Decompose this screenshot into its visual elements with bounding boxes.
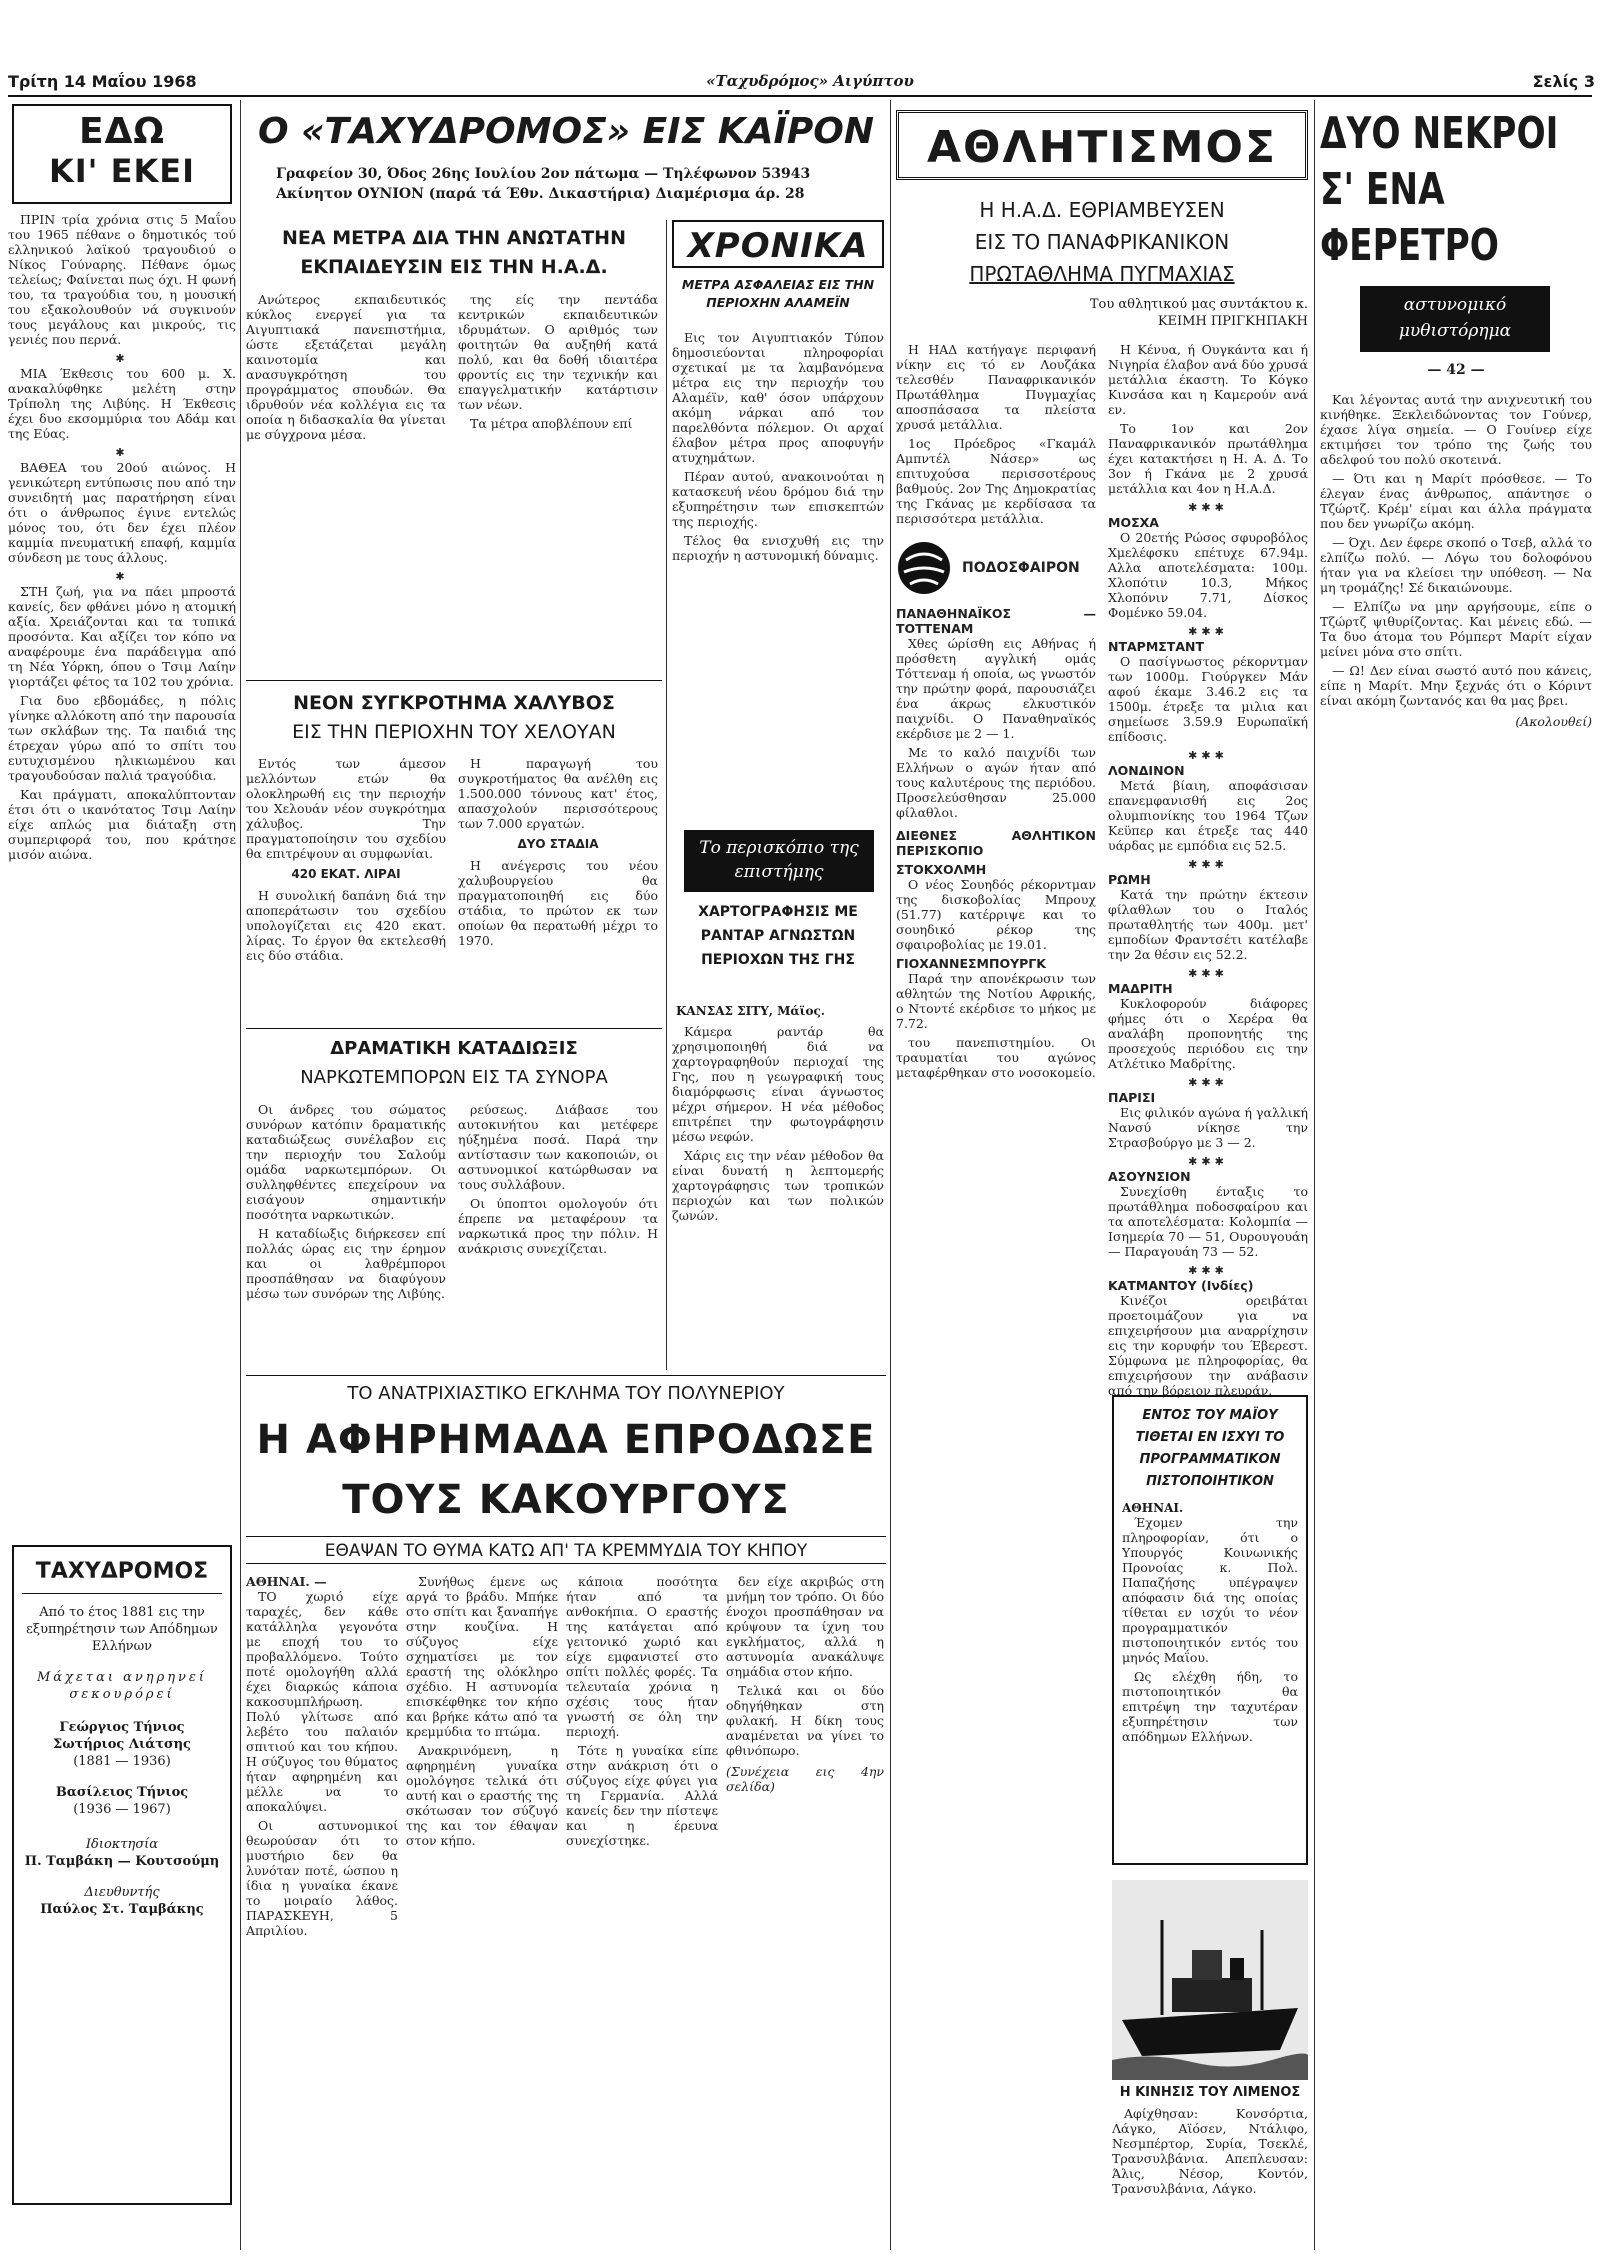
- issue-date: Τρίτη 14 Μαΐου 1968: [8, 72, 197, 91]
- masthead-box: [12, 1545, 232, 2205]
- narcotics-text: Οι άνδρες του σώματος συνόρων κατόπιν δραματικής καταδιώξεως συνέλαβον εις την περιοχήν του Σαλούμ ομάδα ναρκωτεμπόρων. Οι συλληφθέντες επεχείρουν να εισάγουν σημαντικήν ποσότητα ναρκωτικών.: [246, 1102, 446, 1222]
- masthead-manager-label: Διευθυντής: [84, 1885, 160, 1900]
- narcotics-col-2: [458, 1102, 658, 1370]
- page-number: Σελίς 3: [1532, 72, 1595, 91]
- result-place: ΛΟΝΔΙΝΟΝ: [1108, 763, 1185, 778]
- edo-paragraph: ΣΤΗ ζωή, για να πάει μπροστά κανείς, δεν φθάνει μόνο η ατομική αξία. Χρειάζονται και τα τυπικά προσόντα. Και αξίζει τον κόπο να αναφέρουμε ένα παράδειγμα από τη Νέα Υόρκη, όπου ο Τσιμ Λαίην γιορτάζει φέτος τα 102 του χρόνια.: [8, 584, 236, 689]
- column-divider: [1314, 100, 1315, 2250]
- narcotics-title-2: ΝΑΡΚΩΤΕΜΠΟΡΩΝ ΕΙΣ ΤΑ ΣΥΝΟΡΑ: [300, 1067, 608, 1088]
- sports-byline: Του αθλητικού μας συντάκτου κ. ΚΕΙΜΗ ΠΡΙΓΚΗΠΑΚΗ: [1089, 297, 1308, 329]
- certificate-title: ΕΝΤΟΣ ΤΟΥ ΜΑΪΟΥ ΤΙΘΕΤΑΙ ΕΝ ΙΣΧΥΙ ΤΟ ΠΡΟΓΡΑΜΜΑΤΙΚΟΝ ΠΙΣΤΟΠΟΙΗΤΙΚΟΝ: [1135, 1408, 1285, 1489]
- result-place: ΣΤΟΚΧΟΛΜΗ: [896, 862, 987, 877]
- edo-subtitle: ΚΙ' ΕΚΕΙ: [48, 152, 196, 190]
- result-place: ΜΑΔΡΙΤΗ: [1108, 981, 1173, 996]
- certificate-paragraph: Ως ελέχθη ήδη, το πιστοποιητικόν θα επιτρέψη την ταχυτέραν εξυπηρέτησιν των απόδημων Ελλήνων.: [1122, 1669, 1298, 1744]
- periscope-article: [672, 900, 884, 1370]
- serial-title-2: Σ' ΕΝΑ: [1320, 164, 1445, 215]
- crime-paragraph: Οι αστυνομικοί θεωρούσαν ότι το μυστήριο δεν θα λυνόταν ποτέ, ώσπου η ίδια η γυναίκα έκανε το μοιραίο λάθος. ΠΑΡΑΣΚΕΥΗ, 5 Απριλίου.: [246, 1818, 398, 1938]
- football-block: [896, 540, 1096, 596]
- edo-paragraph: Για δυο εβδομάδες, η πόλις γίνηκε αλλόκοτη από την παρουσία των σκλάβων της. Τα παιδιά της έτρεχαν γύρω από το σπίτι του ευτυχισμένου ηλικιωμένου και τραγουδούσαν παλιά τραγούδια.: [8, 693, 236, 783]
- edo-paragraph: ΒΑΘΕΑ του 20ού αιώνος. Η γενικώτερη εντύπωσις που από την συνειδητή μας παρατήρηση είναι ότι ο άνθρωπος έγινε εντελώς μόνος του, ότι δεν έχει πλέον καμμία πνευματική επαφή, καμμία σύνδεση με τους άλλους.: [8, 460, 236, 565]
- narcotics-col-1: [246, 1102, 446, 1370]
- measures-text: Ανώτερος εκπαιδευτικός κύκλος ενεργεί για τα Αιγυπτιακά πανεπιστήμια, ώστε εξετάζεται μεγάλη καινοτομία και ανασυγκρότηση του προγράμματος σπουδών. Θα ιδρυθούν νέα κολλέγια εις τα οποία η διδασκαλία θα γίνεται με σύγχρονα μέσα.: [246, 292, 446, 442]
- measures-headline: ΝΕΑ ΜΕΤΡΑ ΔΙΑ ΤΗΝ ΑΝΩΤΑΤΗΝ ΕΚΠΑΙΔΕΥΣΙΝ ΕΙΣ ΤΗΝ Η.Α.Δ.: [282, 227, 626, 278]
- separator-stars: ✱✱✱: [1188, 1076, 1228, 1089]
- serial-column: [1320, 104, 1592, 2254]
- section-rule: [246, 1375, 886, 1376]
- sports-head-3: ΠΡΩΤΑΘΛΗΜΑ ΠΥΓΜΑΧΙΑΣ: [969, 262, 1235, 286]
- periscope-paragraph: Κάμερα ραντάρ θα χρησιμοποιηθή διά να χαρτογραφηθούν περιοχαί της Γης, που η γεωγραφική τους διαμόρφωσις είναι άγνωστος μέχρι σήμερον. Η νέα μέθοδος επιτρέπει την φωτογράφησιν μέσω νεφών.: [672, 1024, 884, 1144]
- separator-stars: ✱✱✱: [1188, 858, 1228, 871]
- steel-col-2: [458, 756, 658, 1021]
- sports-paragraph: Η Κένυα, ή Ουγκάντα και ή Νιγηρία έλαβον ανά δύο χρυσά μετάλλια έκαστη. Το Κόγκο Κινσάσα και η Καμερούν ανά εν.: [1108, 342, 1308, 417]
- periscope-title: ΧΑΡΤΟΓΡΑΦΗΣΙΣ ΜΕ ΡΑΝΤΑΡ ΑΓΝΩΣΤΩΝ ΠΕΡΙΟΧΩΝ ΤΗΣ ΓΗΣ: [698, 904, 858, 968]
- result-place: ΝΤΑΡΜΣΤΑΝΤ: [1108, 639, 1204, 654]
- certificate-article: [1112, 1395, 1308, 1865]
- steel-col-1: [246, 756, 446, 1021]
- separator-stars: ✱✱✱: [1188, 1264, 1228, 1277]
- crime-subhead: ΕΘΑΨΑΝ ΤΟ ΘΥΜΑ ΚΑΤΩ ΑΠ' ΤΑ ΚΡΕΜΜΥΔΙΑ ΤΟΥ ΚΗΠΟΥ: [246, 1536, 886, 1564]
- crime-paragraph: Τελικά και οι δύο οδηγήθηκαν στη φυλακή. Η δίκη τους αναμένεται να γίνει το φθινόπωρο.: [726, 1683, 884, 1758]
- chronika-paragraph: Εις τον Αιγυπτιακόν Τύπον δημοσιεύονται πληροφορίαι σχετικαί με τα λαμβανόμενα μέτρα εις την περιοχήν του Αλαμέϊν, καθ' όσον υπάρχουν ακόμη νάρκαι από τον παρελθόντα πόλεμον. Οι αρχαί έλαβον μέτρα προς αποφυγήν ατυχημάτων.: [672, 330, 884, 465]
- narcotics-text: ρεύσεως. Διάβασε του αυτοκινήτου και μετέφερε ηύξημένα ποσά. Παρά την αντίστασιν των κακοποιών, οι αστυνομικοί κατώρθωσαν να τους συλλάβουν.: [458, 1102, 658, 1192]
- serial-text: [1320, 392, 1592, 2242]
- result-text: Μετά βίαιη, αποφάσισαν επανεμφανισθή εις 2ος ολυμπιονίκης του 1964 Τζων Κεϋπερ και έτρεξε τας 440 υάρδας με εμπόδια εις 52.5.: [1108, 778, 1308, 853]
- serial-paragraph: Και λέγοντας αυτά την ανιχνευτική του κινήθηκε. Ξεκλειδώνοντας τον Γούνερ, έχασε λίγα σημεία. — Ο Γουίνερ είχε εκτιμήσει τον τρόπο της ζωής του αδελφού του πολύ σκοτεινά.: [1320, 392, 1592, 467]
- ship-caption: Η ΚΙΝΗΣΙΣ ΤΟΥ ΛΙΜΕΝΟΣ: [1119, 2085, 1301, 2100]
- sports-paragraph: Η ΗΑΔ κατήγαγε περιφανή νίκην εις τό εν Λουζάκα τελεσθέν Παναφρικανικόν Πρωτάθλημα Πυγμαχίας αποσπάσασα τα πλείστα χρυσά μετάλλια.: [896, 342, 1096, 432]
- narcotics-title-1: ΔΡΑΜΑΤΙΚΗ ΚΑΤΑΔΙΩΞΙΣ: [330, 1038, 578, 1059]
- top-rule: [8, 95, 1592, 97]
- serial-title-3: ΦΕΡΕΤΡΟ: [1320, 220, 1499, 271]
- separator-stars: ✱: [115, 446, 129, 459]
- separator-stars: ✱✱✱: [1188, 501, 1228, 514]
- separator-stars: ✱: [115, 352, 129, 365]
- steel-text: Εντός των άμεσον μελλόντων ετών θα ολοκληρωθή εις την περιοχήν του Χελουάν νέον συγκρότημα χάλυβος. Την πραγματοποίησιν του σχεδίου θα επιτρέψουν αι συμφωνίαι.: [246, 756, 446, 861]
- paper-name-small: «Ταχυδρόμος» Αιγύπτου: [706, 72, 914, 90]
- crime-headline-1: Η ΑΦΗΡΗΜΑΔΑ ΕΠΡΟΔΩΣΕ: [256, 1417, 876, 1463]
- steel-article: [246, 684, 662, 1024]
- masthead-founder: Γεώργιος Τήνιος Σωτήριος Λιάτσης: [53, 1720, 191, 1752]
- masthead-years: Από το έτος 1881 εις την εξυπηρέτησιν των Απόδημων Ελλήνων: [26, 1605, 218, 1654]
- chronika-paragraph: Τέλος θα ενισχυθή εις την περιοχήν η αστυνομική δύναμις.: [672, 533, 884, 563]
- masthead-founder-years: (1936 — 1967): [73, 1802, 171, 1817]
- steel-text: Η συνολική δαπάνη διά την αποπεράτωσιν του σχεδίου υπολογίζεται εις 420 εκατ. λίρας. Το έργον θα εκτελεσθή εις δύο στάδια.: [246, 888, 446, 963]
- masthead-founder-years: (1881 — 1936): [73, 1754, 171, 1769]
- sports-paragraph: του πανεπιστημίου. Οι τραυματίαι του αγώνος μεταφέρθηκαν στο νοσοκομείο.: [896, 1035, 1096, 1080]
- chronika-title: ΧΡΟΝΙΚΑ: [672, 220, 884, 268]
- crime-paragraph: κάποια ποσότητα ήταν από τα ανθοκήπια. Ο εραστής της κατάγεται από γειτονικό χωριό και είχε εμφανιστεί στο σπίτι πολλές φορές. Τα τελευταία χρόνια η σχέσις τους ήταν γνωστή σε όλη την περιοχή.: [566, 1574, 718, 1739]
- crime-col-3: [566, 1574, 718, 2244]
- sports-paragraph: Το 1ον και 2ον Παναφρικανικόν πρωτάθλημα έχει κατακτήσει η Η. Α. Δ. Το 3ον ή Γκάνα με 2 χρυσά μετάλλια και 4ον η Η.Α.Δ.: [1108, 421, 1308, 496]
- crime-paragraph: Τότε η γυναίκα είπε στην ανάκριση ότι ο σύζυγος είχε φύγει για τη Γερμανία. Αλλά κανείς δεν την πίστεψε και η έρευνα συνεχίστηκε.: [566, 1743, 718, 1848]
- sports-paragraph: Με το καλό παιχνίδι των Ελλήνων ο αγών ήταν από τους καλυτέρους της περιόδου. Προσελεύσθησαν 25.000 φίλαθλοι.: [896, 745, 1096, 820]
- ship-image: [1112, 1880, 1308, 2080]
- cairo-title: Ο «ΤΑΧΥΔΡΟΜΟΣ» ΕΙΣ ΚΑΪΡΟΝ: [258, 111, 874, 152]
- edo-paragraph: Και πράγματι, αποκαλύπτονταν έτσι ότι ο ικανότατος Τσιμ Λαίην είχε απλώς μια διάταξη στη συμπεριφορά του, που κράτησε μισόν αιώνα.: [8, 787, 236, 862]
- cairo-banner: [246, 104, 886, 216]
- steel-subhead: ΔΥΟ ΣΤΑΔΙΑ: [517, 837, 599, 851]
- masthead-motto: Μάχεται ανηρηνεί σεκουρόρεί: [36, 1670, 208, 1702]
- measures-text: της είς την πεντάδα κεντρικών εκπαιδευτικών ιδρυμάτων. Ο αριθμός των φοιτητών θα αυξηθή κατά πολύ, και θα δοθή ιδιαιτέρα φροντίς εις την τεχνικήν και επαγγελματικήν κατάρτισιν των νέων.: [458, 292, 658, 412]
- match-title: ΠΑΝΑΘΗΝΑΪΚΟΣ — ΤΟΤΤΕΝΑΜ: [896, 606, 1096, 636]
- column-divider: [890, 100, 891, 2250]
- steel-text: Η ανέγερσις του νέου χαλυβουργείου θα πραγματοποιηθή εις δύο στάδια, το πρώτον εκ των οποίων θα περατωθή μέχρι το 1970.: [458, 858, 658, 948]
- edo-paragraph: ΜΙΑ Έκθεσις του 600 μ. Χ. ανακαλύφθηκε μελέτη στην Τρίπολη της Λιβύης. Η Έκθεσις έχει δυο εκσομμύρια του Αδάμ και της Εύας.: [8, 366, 236, 441]
- serial-episode: — 42 —: [1427, 362, 1485, 378]
- measures-article: [246, 220, 662, 675]
- crime-paragraph: Ανακρινόμενη, η αφηρημένη γυναίκα ομολόγησε τελικά ότι αυτή και ο εραστής της σκότωσαν τον σύζυγό της και τον έθαψαν στον κήπο.: [406, 1743, 558, 1848]
- result-text: Συνεχίσθη ένταξις το πρωτάθλημα ποδοσφαίρου και τα αποτελέσματα: Κολομπία — Ισημερία 70 — 51, Ουρουγουάη — Παραγουάη 73 — 52.: [1108, 1184, 1308, 1259]
- crime-paragraph: δεν είχε ακριβώς στη μνήμη τον τρόπο. Οι δύο ένοχοι προσπάθησαν να κρύψουν τα ίχνη του εγκλήματος, αλλά η αστυνομία ανακάλυψε σημάδια στον κήπο.: [726, 1574, 884, 1679]
- intl-label: ΔΙΕΘΝΕΣ ΑΘΛΗΤΙΚΟΝ ΠΕΡΙΣΚΟΠΙΟ: [896, 828, 1096, 858]
- result-text: Εις φιλικόν αγώνα ή γαλλική Νανσύ νίκησε την Στρασβούργο με 3 — 2.: [1108, 1105, 1308, 1150]
- ship-paragraph: Αφίχθησαν: Κονσόρτια, Λάγκο, Αϊόσεν, Ντάλιφο, Νεσμπέρτορ, Συρία, Τσεκλέ, Τρανσυλβάνια. Απεπλευσαν: Άλις, Νέσορ, Κοντόν, Τρανσυλβάνια, Λάγκο.: [1112, 2106, 1308, 2196]
- serial-continued: (Ακολουθεί): [1515, 714, 1592, 729]
- serial-paragraph: — Ότι και η Μαρίτ πρόσθεσε. — Το έλεγαν ένας άνθρωπος, απάντησε ο Τζώρτζ. Κρέμ' είμαι και άλλα πράγματα που δεν γνωρίζω ακόμη.: [1320, 471, 1592, 531]
- narcotics-text: Η καταδίωξις διήρκεσεν επί πολλάς ώρας εις την έρημον και οι λαθρέμποροι προσπάθησαν να διαφύγουν μέσω των συνόρων της Λιβύης.: [246, 1226, 446, 1301]
- steel-title-2: ΕΙΣ ΤΗΝ ΠΕΡΙΟΧΗΝ ΤΟΥ ΧΕΛΟΥΑΝ: [292, 721, 616, 743]
- serial-genre: αστυνομικό μυθιστόρημα: [1398, 295, 1512, 341]
- result-text: Ο 20ετής Ρώσος σφυροβόλος Χμελέφσκυ επέτυχε 67.94μ. Αλλα αποτελέσματα: 100μ. Χλοπότιν 10.3, Μήκος Χλοπόνιν 7.71, Δίσκος Φομένκο 59.04.: [1108, 530, 1308, 620]
- crime-article: [246, 1380, 886, 2250]
- sports-paragraph: Χθες ώρίσθη εις Αθήνας ή πρόσθετη αγγλική ομάς Τόττεναμ ή οποία, ως γνωστόν την πρώτην φορά, παρουσιάζει ένα άκρως ελκυστικόν παιχνίδι. Ο Παναθηναϊκός εκέρδισε με 2 — 1.: [896, 636, 1096, 741]
- measures-col-1: [246, 292, 446, 672]
- sports-head-2: ΕΙΣ ΤΟ ΠΑΝΑΦΡΙΚΑΝΙΚΟΝ: [974, 230, 1230, 254]
- top-bar: [0, 0, 1600, 100]
- result-place: ΠΑΡΙΣΙ: [1108, 1090, 1156, 1105]
- chronika-subtitle: ΜΕΤΡΑ ΑΣΦΑΛΕΙΑΣ ΕΙΣ ΤΗΝ ΠΕΡΙΟΧΗΝ ΑΛΑΜΕΪΝ: [681, 277, 875, 310]
- certificate-dateline: ΑΘΗΝΑΙ.: [1122, 1501, 1184, 1515]
- cairo-address-1: Γραφείον 30, Όδος 26ης Ιουλίου 2ον πάτωμα — Τηλέφωνον 53943: [276, 166, 811, 182]
- serial-genre-box: [1360, 286, 1550, 352]
- separator-stars: ✱✱✱: [1188, 625, 1228, 638]
- edo-column: [8, 104, 236, 1534]
- result-place: ΚΑΤΜΑΝΤΟΥ (Ινδίες): [1108, 1278, 1254, 1293]
- crime-headline-2: ΤΟΥΣ ΚΑΚΟΥΡΓΟΥΣ: [342, 1477, 790, 1523]
- serial-paragraph: — Όχι. Δεν έφερε σκοπό ο Τσεβ, αλλά το ελπίζω πολύ. — Λόγω του δολοφόνου ήταν για να κλείσει την υπόθεση. — Να μη τρομάζης! Σέ δικαιώνουμε.: [1320, 535, 1592, 595]
- periscope-label: Το περισκόπιο της επιστήμης: [699, 838, 859, 882]
- steel-title-1: ΝΕΟΝ ΣΥΓΚΡΟΤΗΜΑ ΧΑΛΥΒΟΣ: [293, 692, 615, 714]
- football-label: ΠΟΔΟΣΦΑΙΡΟΝ: [962, 559, 1080, 576]
- crime-col-2: [406, 1574, 558, 2244]
- sports-head-1: Η Η.Α.Δ. ΕΘΡΙΑΜΒΕΥΣΕΝ: [979, 198, 1225, 222]
- chronika-text: [672, 330, 884, 818]
- sports-col-1: [896, 342, 1096, 2242]
- result-place: ΓΙΟΧΑΝΝΕΣΜΠΟΥΡΓΚ: [896, 956, 1046, 971]
- steel-subhead: 420 ΕΚΑΤ. ΛΙΡΑΙ: [291, 867, 401, 881]
- separator-stars: ✱✱✱: [1188, 749, 1228, 762]
- serial-paragraph: — Ω! Δεν είναι σωστό αυτό που κάνεις, είπε η Μαρίτ. Μην ξεχνάς ότι ο Κόριντ είναι ακόμη ζωντανός και θα μας βρει.: [1320, 663, 1592, 708]
- result-text: Κινέζοι ορειβάται προετοιμάζουν για να επιχειρήσουν μια αναρρίχησιν εις την κορυφήν του Έβερεστ. Σύμφωνα με πληροφορίας, θα επιχειρήσουν την ανάβασιν από την βόρειον πλευράν.: [1108, 1293, 1308, 1398]
- masthead-owner: Π. Ταμβάκη — Κουτσούμη: [24, 1854, 220, 1869]
- sports-paragraph: 1ος Πρόεδρος «Γκαμάλ Αμπντέλ Νάσερ» ως επιτυχούσα περισσοτέρους βαθμούς. 2ον Της Δημοκρατίας της Γκάνας με κερδίσασα τα περισσότερα μετάλλια.: [896, 436, 1096, 526]
- edo-paragraph: ΠΡΙΝ τρία χρόνια στις 5 Μαΐου του 1965 πέθανε ο δημοτικός τού ελληνικού λαϊκού τραγουδιού ο Νίκος Γούναρης. Πέθανε όμως τελείως; Φαίνεται πως όχι. Η φωνή του, τα τραγούδια του, η μουσική του εξακολουθούν νά συγκινούν τους μεγάλους και μικρούς, τις γενιές που περνά.: [8, 212, 236, 347]
- crime-dateline: ΑΘΗΝΑΙ. —: [246, 1574, 327, 1589]
- separator-stars: ✱✱✱: [1188, 967, 1228, 980]
- narcotics-text: Οι ύποπτοι ομολογούν ότι έπρεπε να μεταφέρουν τα ναρκωτικά προς την πόλιν. Η ανάκρισις συνεχίζεται.: [458, 1196, 658, 1256]
- chronika-paragraph: Πέραν αυτού, ανακοινούται η κατασκευή νέου δρόμου διά την εξυπηρέτησιν των επισκεπτών της περιοχής.: [672, 469, 884, 529]
- periscope-text: [672, 1024, 884, 1370]
- crime-paragraph: Συνήθως έμενε ως αργά το βράδυ. Μπήκε στο σπίτι και ξαναπήγε στην κουζίνα. Η σύζυγος είχε σχηματίσει με τον εραστή της ολόκληρο σχέδιο. Η αστυνομία επισκέφθηκε τον κήπο και βρήκε κάτω από τα κρεμμύδια το πτώμα.: [406, 1574, 558, 1739]
- crime-col-1: [246, 1574, 398, 2244]
- certificate-text: [1122, 1515, 1298, 1744]
- crime-kicker: ΤΟ ΑΝΑΤΡΙΧΙΑΣΤΙΚΟ ΕΓΚΛΗΜΑ ΤΟΥ ΠΟΛΥΝΕΡΙΟΥ: [347, 1383, 785, 1404]
- periscope-box: [684, 830, 874, 892]
- masthead-title: ΤΑΧΥΔΡΟΜΟΣ: [22, 1557, 222, 1594]
- ship-text: [1112, 2106, 1308, 2246]
- result-place: ΜΟΣΧΑ: [1108, 515, 1159, 530]
- result-text: Ο πασίγνωστος ρέκορντμαν των 1000μ. Γιούργκεν Μάν αφού έκαμε 3.46.2 εις τα 1500μ. έτρεξε τα μιλια και σημείωσε 3.59.9 Ευρωπαϊκή επίδοσις.: [1108, 654, 1308, 744]
- masthead-owner-label: Ιδιοκτησία: [85, 1837, 159, 1852]
- sports-title: ΑΘΛΗΤΙΣΜΟΣ: [896, 110, 1308, 180]
- column-divider: [240, 100, 241, 2250]
- edo-title-box: [12, 104, 232, 204]
- masthead-founder: Βασίλειος Τήνιος: [55, 1785, 189, 1800]
- periscope-dateline: ΚΑΝΣΑΣ ΣΙΤΥ, Μάϊος.: [676, 1004, 825, 1018]
- separator-stars: ✱✱✱: [1188, 1155, 1228, 1168]
- measures-text: Τα μέτρα αποβλέπουν επί: [470, 416, 633, 431]
- football-icon: [896, 540, 952, 596]
- chronika-article: [672, 220, 884, 820]
- edo-text: [8, 212, 236, 1532]
- section-rule: [246, 680, 662, 681]
- steel-text: Η παραγωγή του συγκροτήματος θα ανέλθη εις 1.500.000 τόννους κατ' έτος, απασχολούν περισσότερους των 7.000 εργατών.: [458, 756, 658, 831]
- certificate-paragraph: Έχομεν την πληροφορίαν, ότι ο Υπουργός Κοινωνικής Προνοίας κ. Πολ. Παπαζήσης υπέγραψεν απόφασιν διά της οποίας τίθεται εν ισχύι το νέον προγραμματικόν πιστοποιητικόν εντός του μηνός Μαΐου.: [1122, 1515, 1298, 1665]
- crime-col-4: [726, 1574, 884, 2244]
- masthead-manager: Παύλος Στ. Ταμβάκης: [40, 1902, 204, 1917]
- result-text: Κυκλοφορούν διάφορες φήμες ότι ο Χερέρα θα αναλάβη προπονητής της προσεχούς περιόδου εις την Ατλέτικο Μαδρίτης.: [1108, 996, 1308, 1071]
- column-divider: [666, 220, 667, 1370]
- cairo-address-2: Ακίνητον ΟΥΝΙΟΝ (παρά τά Έθν. Δικαστήρια) Διαμέρισμα άρ. 28: [276, 186, 805, 202]
- narcotics-article: [246, 1032, 662, 1372]
- ship-icon: [1112, 1880, 1308, 2080]
- result-text: Κατά την πρώτην έκτεσιν φίλαθλων του ο Ιταλός πρωταθλητής των 400μ. μετ' εμποδίων Φραντσέτι κατέλαβε την 2α θέσιν εις 52.2.: [1108, 887, 1308, 962]
- result-text: Παρά την απονέκρωσιν των αθλητών της Νοτίου Αφρικής, ο Ντοντέ εκέρδισε το μήκος με 7.72.: [896, 971, 1096, 1031]
- edo-title: ΕΔΩ: [78, 111, 166, 152]
- section-rule: [246, 1028, 662, 1029]
- periscope-paragraph: Χάρις εις την νέαν μέθοδον θα είναι δυνατή η λεπτομερής χαρτογράφησις των τροπικών περιοχών και των πολικών ζωνών.: [672, 1148, 884, 1223]
- result-place: ΡΩΜΗ: [1108, 872, 1151, 887]
- crime-paragraph: ΤΟ χωριό είχε ταραχές, δεν κάθε κατάλληλα γεγονότα με εποχή του το προβαλλόμενο. Τούτο ποτέ ομολογήθη αλλά έχει διαρκώς κάποια κακοσυμπλήρωση. Πολύ γλίτωσε από λεβέτο του παλαιόν σπιτιού και του κήπου. Η σύζυγος του θύματος ήταν αφηρημένη και μέλλε να το αποκαλύψει.: [246, 1589, 398, 1814]
- measures-col-2: [458, 292, 658, 672]
- crime-continued: (Συνέχεια εις 4ην σελίδα): [726, 1764, 884, 1794]
- result-place: ΑΣΟΥΝΣΙΟΝ: [1108, 1169, 1191, 1184]
- result-text: Ο νέος Σουηδός ρέκορντμαν της δισκοβολίας Μπρουχ (51.77) κατέρριψε και το σουηδικό ρέκορ της σφαιροβολίας με 19.01.: [896, 877, 1096, 952]
- serial-title-1: ΔΥΟ ΝΕΚΡΟΙ: [1320, 108, 1559, 159]
- serial-paragraph: — Ελπίζω να μην αργήσουμε, είπε ο Τζώρτζ ψιθυρίζοντας. Και μένεις εδώ. — Τα δυο άτομα του Ρόμπερτ Μαρίτ είχαν μείνει μόνα στο σπίτι.: [1320, 599, 1592, 659]
- separator-stars: ✱: [115, 570, 129, 583]
